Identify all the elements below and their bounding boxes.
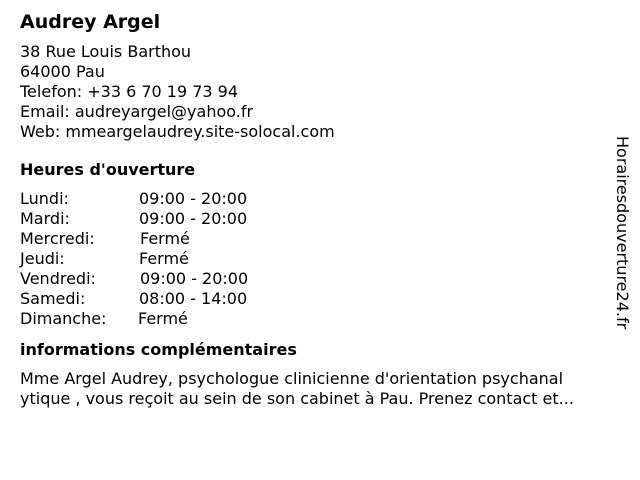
time-value: 09:00 - 20:00 xyxy=(139,209,248,228)
hours-row-thursday xyxy=(20,249,610,269)
address-line-1: 38 Rue Louis Barthou xyxy=(20,42,192,61)
email-line: Email: audreyargel@yahoo.fr xyxy=(20,102,254,121)
hours-table xyxy=(20,189,610,329)
hours-row-monday xyxy=(20,189,610,209)
time-value: Fermé xyxy=(140,229,190,248)
time-value: 08:00 - 14:00 xyxy=(139,289,248,308)
address-line-2: 64000 Pau xyxy=(20,62,105,81)
day-label: Lundi: xyxy=(20,189,69,208)
contact-block xyxy=(20,42,610,142)
hours-row-saturday xyxy=(20,289,610,309)
hours-row-friday xyxy=(20,269,610,289)
site-watermark: Horairesdouverture24.fr xyxy=(613,136,632,330)
time-value: 09:00 - 20:00 xyxy=(140,269,249,288)
info-line-2: ytique , vous reçoit au sein de son cabinet à Pau. Prenez contact et... xyxy=(20,389,574,408)
time-value: Fermé xyxy=(139,249,189,268)
hours-row-wednesday xyxy=(20,229,610,249)
hours-row-tuesday xyxy=(20,209,610,229)
web-line: Web: mmeargelaudrey.site-solocal.com xyxy=(20,122,335,141)
day-label: Mercredi: xyxy=(20,229,95,248)
day-label: Mardi: xyxy=(20,209,70,228)
day-label: Samedi: xyxy=(20,289,86,308)
day-label: Jeudi: xyxy=(20,249,65,268)
time-value: Fermé xyxy=(138,309,188,328)
business-name: Audrey Argel xyxy=(20,11,161,33)
hours-row-sunday xyxy=(20,309,610,329)
business-card xyxy=(20,10,610,409)
info-title: informations complémentaires xyxy=(20,340,297,359)
day-label: Vendredi: xyxy=(20,269,96,288)
day-label: Dimanche: xyxy=(20,309,107,328)
phone-line: Telefon: +33 6 70 19 73 94 xyxy=(20,82,239,101)
time-value: 09:00 - 20:00 xyxy=(139,189,248,208)
info-line-1: Mme Argel Audrey, psychologue clinicienne d'orientation psychanal xyxy=(20,369,564,388)
info-description xyxy=(20,369,610,409)
hours-title: Heures d'ouverture xyxy=(20,160,196,179)
